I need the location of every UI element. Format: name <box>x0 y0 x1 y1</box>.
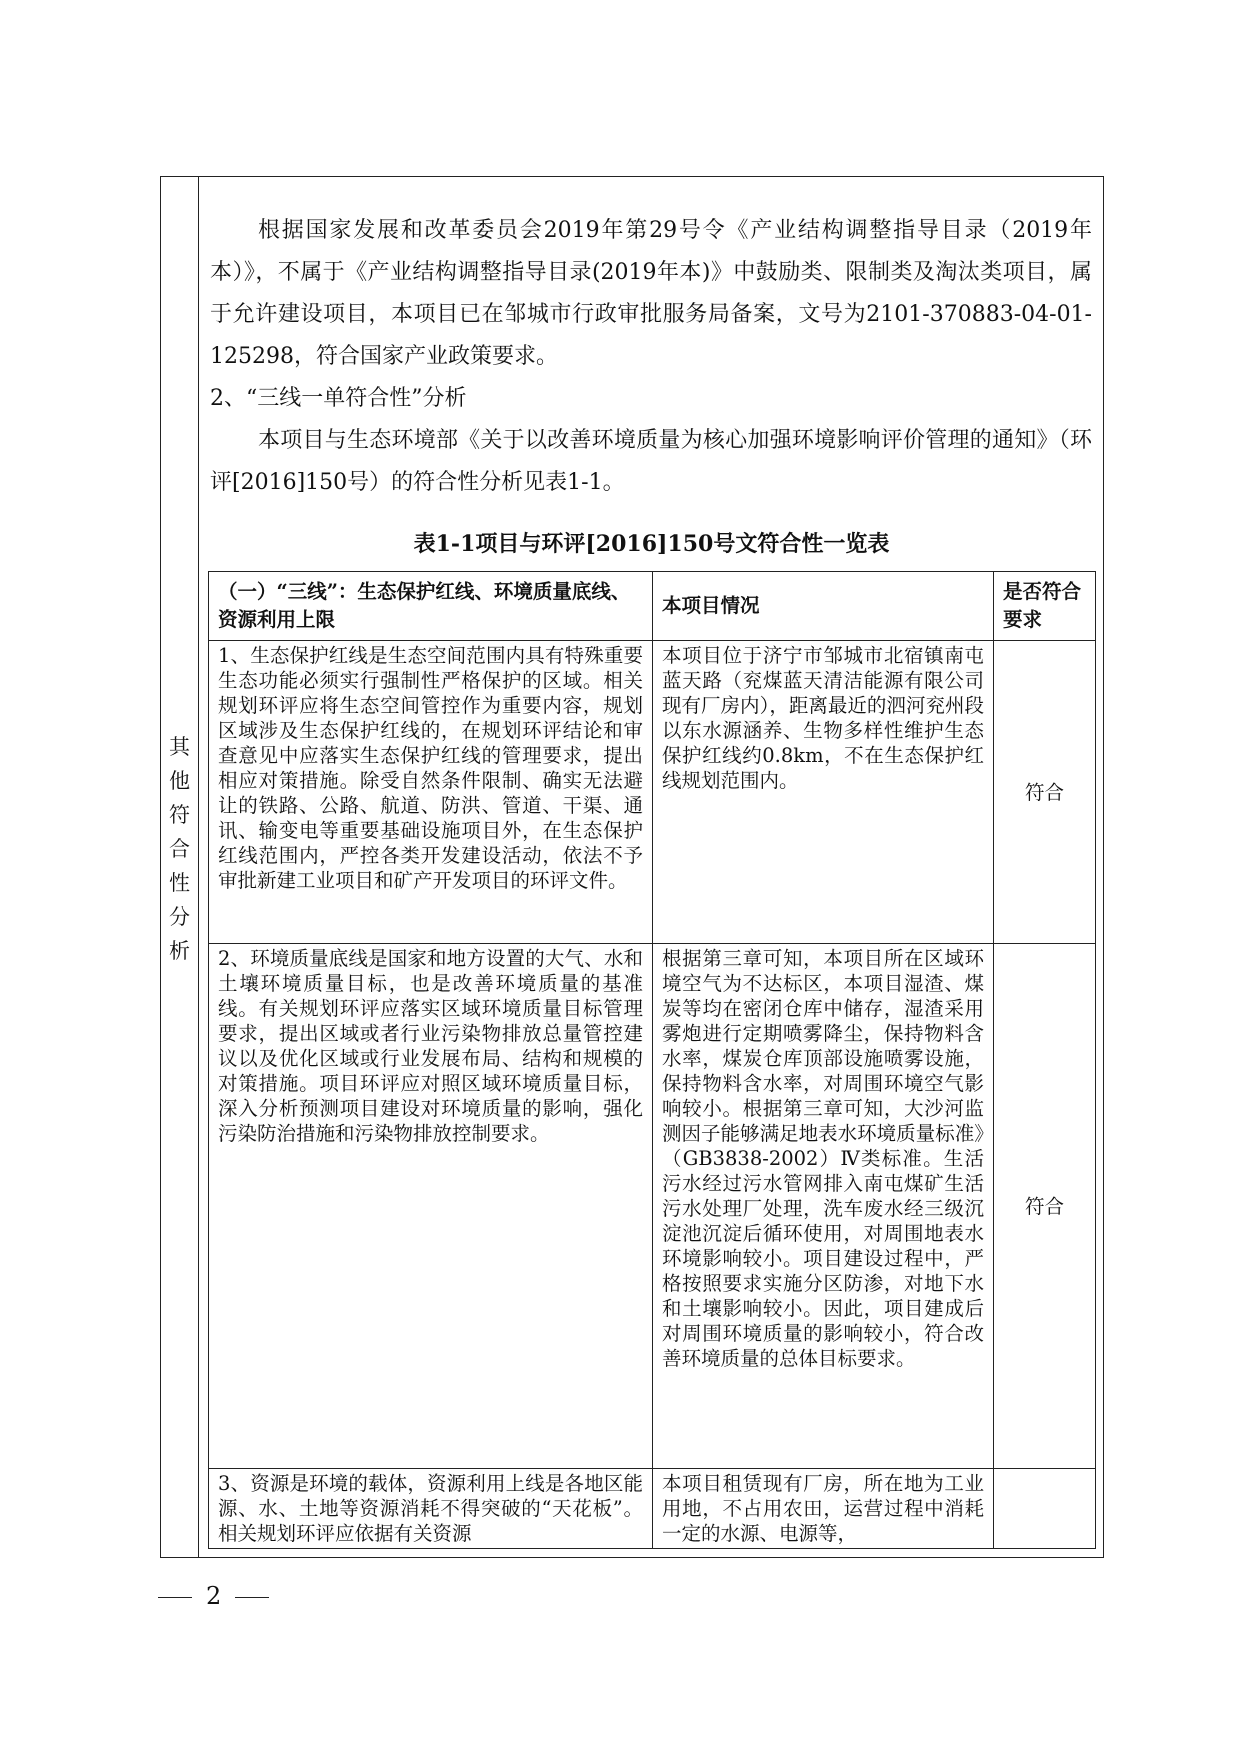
side-char: 符 <box>169 803 190 827</box>
side-char: 性 <box>169 871 190 895</box>
cell-result: 符合 <box>994 641 1096 944</box>
header-situation: 本项目情况 <box>653 572 994 641</box>
side-char: 合 <box>169 837 190 861</box>
body-text <box>210 210 1092 504</box>
cell-result <box>994 1469 1096 1549</box>
side-label <box>160 730 199 968</box>
paragraph-table-intro: 本项目与生态环境部《关于以改善环境质量为核心加强环境影响评价管理的通知》（环评[2016]150号）的符合性分析见表1-1。 <box>210 428 1092 495</box>
cell-situation: 根据第三章可知，本项目所在区域环境空气为不达标区，本项目湿渣、煤炭等均在密闭仓库中储存，湿渣采用雾炮进行定期喷雾降尘，保持物料含水率，煤炭仓库顶部设施喷雾设施，保持物料含水率，对周围环境空气影响较小。根据第三章可知，大沙河监测因子能够满足地表水环境质量标准》（GB3838-2002）Ⅳ类标准。生活污水经过污水管网排入南屯煤矿生活污水处理厂处理，洗车废水经三级沉淀池沉淀后循环使用，对周围地表水环境影响较小。项目建设过程中，严格按照要求实施分区防渗，对地下水和土壤影响较小。因此，项目建成后对周围环境质量的影响较小，符合改善环境质量的总体目标要求。 <box>653 944 994 1469</box>
table-header-row <box>209 572 1096 641</box>
header-result: 是否符合要求 <box>994 572 1096 641</box>
table-title: 表1-1项目与环评[2016]150号文符合性一览表 <box>413 531 890 557</box>
cell-situation: 本项目租赁现有厂房，所在地为工业用地，不占用农田，运营过程中消耗一定的水源、电源等， <box>653 1469 994 1549</box>
page-number <box>158 1576 269 1616</box>
section-heading: 2、“三线一单符合性”分析 <box>210 386 467 411</box>
cell-result: 符合 <box>994 944 1096 1469</box>
header-requirement: （一）“三线”：生态保护红线、环境质量底线、资源利用上限 <box>209 572 653 641</box>
cell-requirement: 2、环境质量底线是国家和地方设置的大气、水和土壤环境质量目标，也是改善环境质量的基准线。有关规划环评应落实区域环境质量目标管理要求，提出区域或者行业污染物排放总量管控建议以及优化区域或行业发展布局、结构和规模的对策措施。项目环评应对照区域环境质量目标，深入分析预测项目建设对环境质量的影响，强化污染防治措施和污染物排放控制要求。 <box>209 944 653 1469</box>
cell-situation: 本项目位于济宁市邹城市北宿镇南屯蓝天路（兖煤蓝天清洁能源有限公司现有厂房内），距离最近的泗河兖州段以东水源涵养、生物多样性维护生态保护红线约0.8km，不在生态保护红线规划范围内。 <box>653 641 994 944</box>
cell-requirement: 3、资源是环境的载体，资源利用上线是各地区能源、水、土地等资源消耗不得突破的“天花板”。相关规划环评应依据有关资源 <box>209 1469 653 1549</box>
side-char: 他 <box>169 769 190 793</box>
cell-requirement: 1、生态保护红线是生态空间范围内具有特殊重要生态功能必须实行强制性严格保护的区域。相关规划环评应将生态空间管控作为重要内容，规划区域涉及生态保护红线的，在规划环评结论和审查意见中应落实生态保护红线的管理要求，提出相应对策措施。除受自然条件限制、确实无法避让的铁路、公路、航道、防洪、管道、干渠、通讯、输变电等重要基础设施项目外，在生态保护红线范围内，严控各类开发建设活动，依法不予审批新建工业项目和矿产开发项目的环评文件。 <box>209 641 653 944</box>
page-dash-left <box>158 1597 192 1598</box>
page-number-value: 2 <box>206 1582 222 1610</box>
page-dash-right <box>235 1597 269 1598</box>
table-row <box>209 1469 1096 1549</box>
side-char: 分 <box>169 905 190 929</box>
side-char: 其 <box>169 735 190 759</box>
compliance-table <box>208 571 1096 1549</box>
table-row <box>209 641 1096 944</box>
side-char: 析 <box>169 939 190 963</box>
paragraph-industry-policy: 根据国家发展和改革委员会2019年第29号令《产业结构调整指导目录（2019年本）》，不属于《产业结构调整指导目录(2019年本)》中鼓励类、限制类及淘汰类项目，属于允许建设项目，本项目已在邹城市行政审批服务局备案，文号为2101-370883-04-01-125298，符合国家产业政策要求。 <box>210 218 1092 369</box>
table-row <box>209 944 1096 1469</box>
